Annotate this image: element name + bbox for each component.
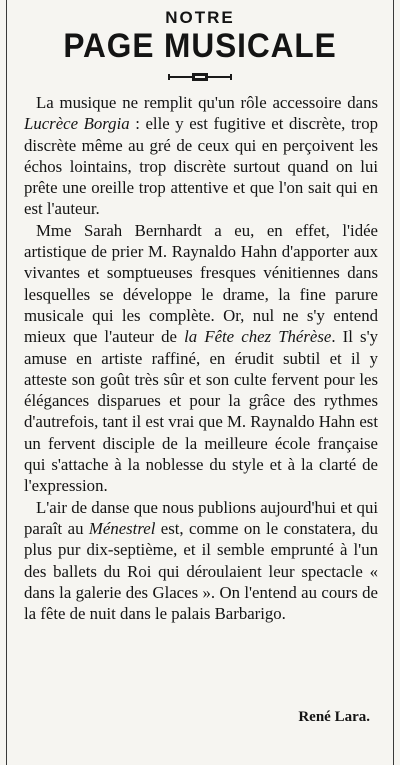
section-kicker: NOTRE [165, 8, 235, 27]
page-title: PAGE MUSICALE [63, 27, 337, 65]
article-paragraph-3: L'air de danse que nous publions aujourd'hui et qui paraît au Ménestrel est, comme on le constatera, du plus pur dix-septième, et il semble emprunté à l'un des ballets du Roi qui déroulaient leur spectacle « dans la galerie des Glaces ». On l'entend au cours de la fête de nuit dans le palais Barbarigo. [24, 497, 378, 624]
article-body [24, 92, 378, 624]
article-paragraph-1: La musique ne remplit qu'un rôle accessoire dans Lucrèce Borgia : elle y est fugitive et discrète, trop discrète même au gré de ceux qui en perçoivent les échos lointains, trop discrète surtout quand on lui prête une oreille trop attentive et que l'on sait qui en est l'auteur. [24, 93, 378, 219]
ornament-divider [168, 71, 232, 83]
article-paragraph-2: Mme Sarah Bernhardt a eu, en effet, l'idée artistique de prier M. Raynaldo Hahn d'apporter aux vivantes et somptueuses fresques vénitiennes dans lesquelles se développe le drame, la fine parure musicale qui les complète. Or, nul ne s'y entend mieux que l'auteur de la Fête chez Thérèse. Il s'y amuse en artiste raffiné, en érudit subtil et il y atteste son goût très sûr et son culte fervent pour les élégances disparues et pour la grâce des rythmes d'autrefois, tant il est vrai que M. Raynaldo Hahn est un fervent disciple de la meilleure école française qui s'attache à la noblesse du style et à la clarté de l'expression. [24, 220, 378, 496]
author-signature: René Lara. [298, 709, 370, 725]
